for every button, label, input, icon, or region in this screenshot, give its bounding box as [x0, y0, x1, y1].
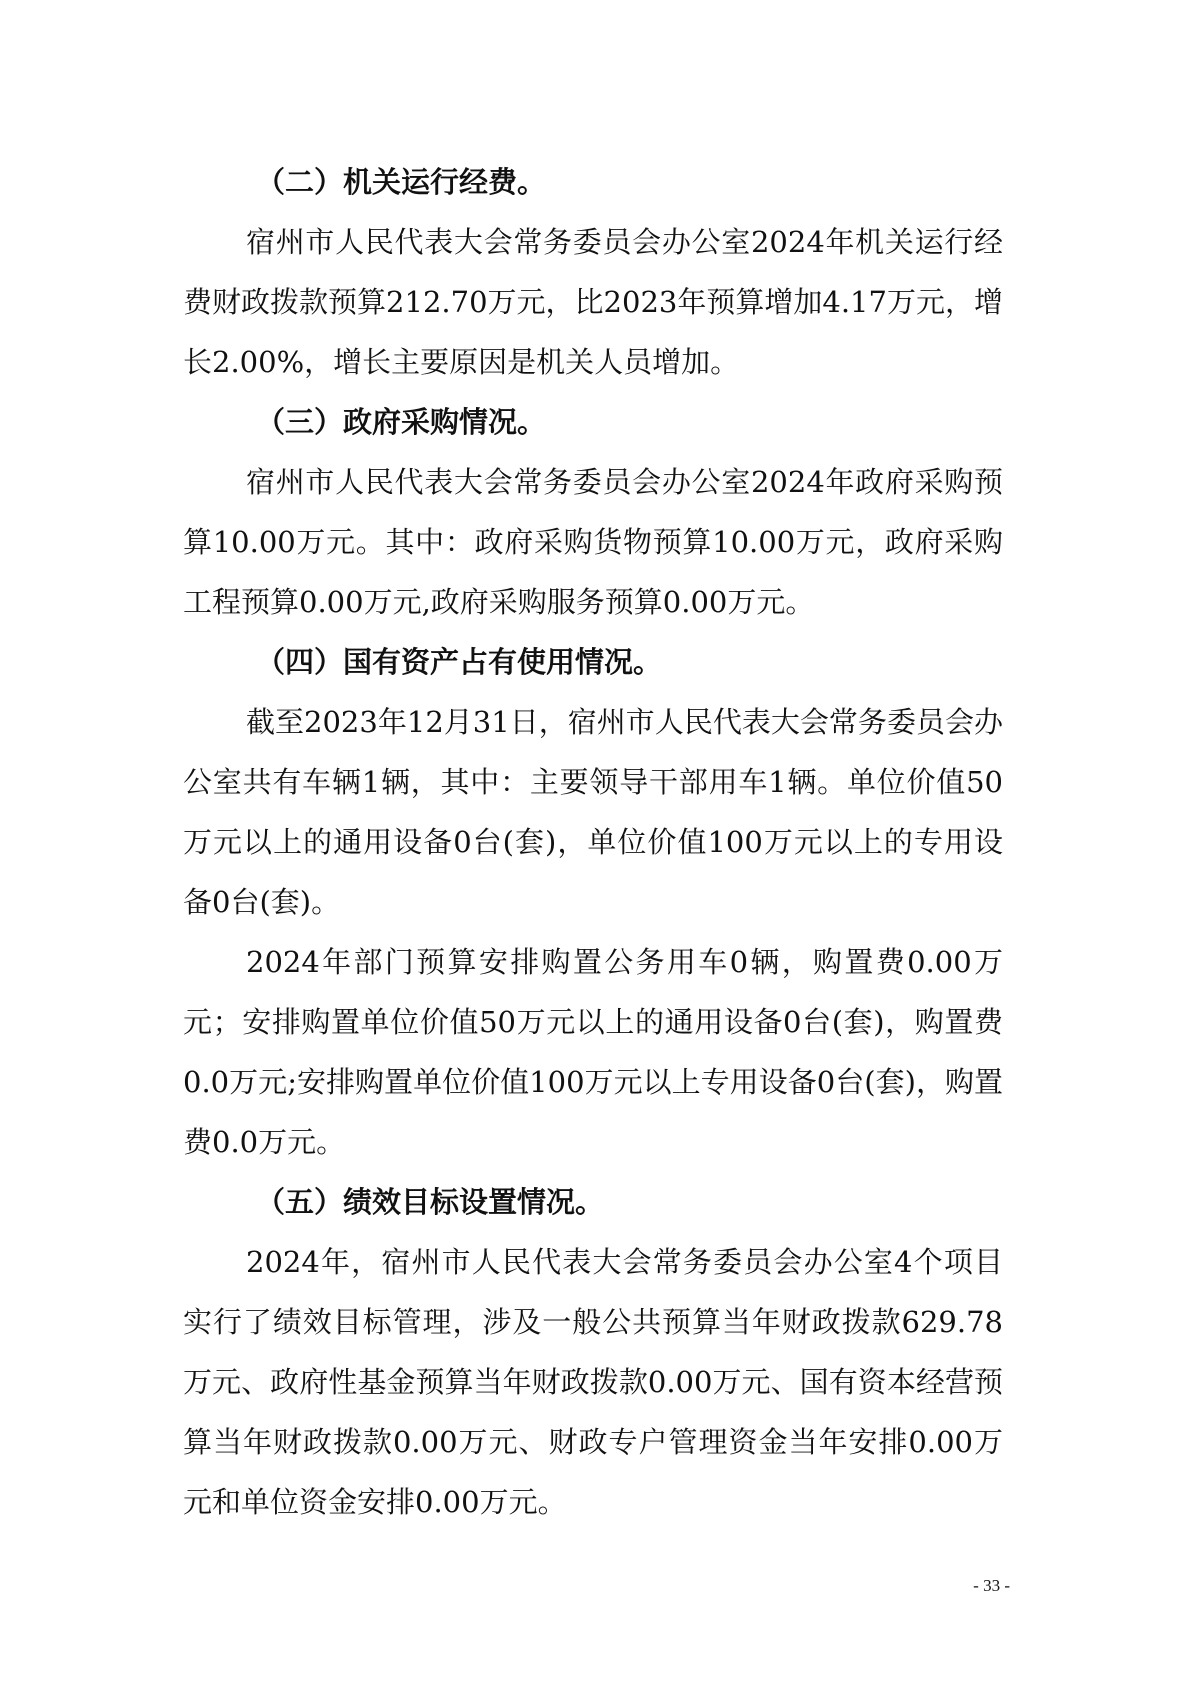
- paragraph-operating-expenses: 宿州市人民代表大会常务委员会办公室2024年机关运行经费财政拨款预算212.70万元，比2023年预算增加4.17万元，增长2.00%，增长主要原因是机关人员增加。: [183, 225, 1003, 379]
- paragraph-state-assets-purchases: 2024年部门预算安排购置公务用车0辆，购置费0.00万元；安排购置单位价值50万元以上的通用设备0台(套)，购置费0.0万元;安排购置单位价值100万元以上专用设备0台(套)，购置费0.0万元。: [183, 945, 1003, 1159]
- paragraph-performance-targets: 2024年，宿州市人民代表大会常务委员会办公室4个项目实行了绩效目标管理，涉及一般公共预算当年财政拨款629.78万元、政府性基金预算当年财政拨款0.00万元、国有资本经营预算当年财政拨款0.00万元、财政专户管理资金当年安排0.00万元和单位资金安排0.00万元。: [183, 1245, 1003, 1519]
- section-heading-state-assets: （四）国有资产占有使用情况。: [256, 645, 663, 679]
- page-number: - 33 -: [973, 1576, 1010, 1595]
- paragraph-state-assets-holdings: 截至2023年12月31日，宿州市人民代表大会常务委员会办公室共有车辆1辆，其中：主要领导干部用车1辆。单位价值50万元以上的通用设备0台(套)，单位价值100万元以上的专用设备0台(套)。: [183, 705, 1003, 919]
- section-heading-performance-targets: （五）绩效目标设置情况。: [256, 1185, 605, 1219]
- section-heading-operating-expenses: （二）机关运行经费。: [256, 165, 547, 199]
- section-heading-government-procurement: （三）政府采购情况。: [256, 405, 547, 439]
- paragraph-government-procurement: 宿州市人民代表大会常务委员会办公室2024年政府采购预算10.00万元。其中：政府采购货物预算10.00万元，政府采购工程预算0.00万元,政府采购服务预算0.00万元。: [183, 465, 1003, 619]
- document-body: [183, 152, 1003, 1532]
